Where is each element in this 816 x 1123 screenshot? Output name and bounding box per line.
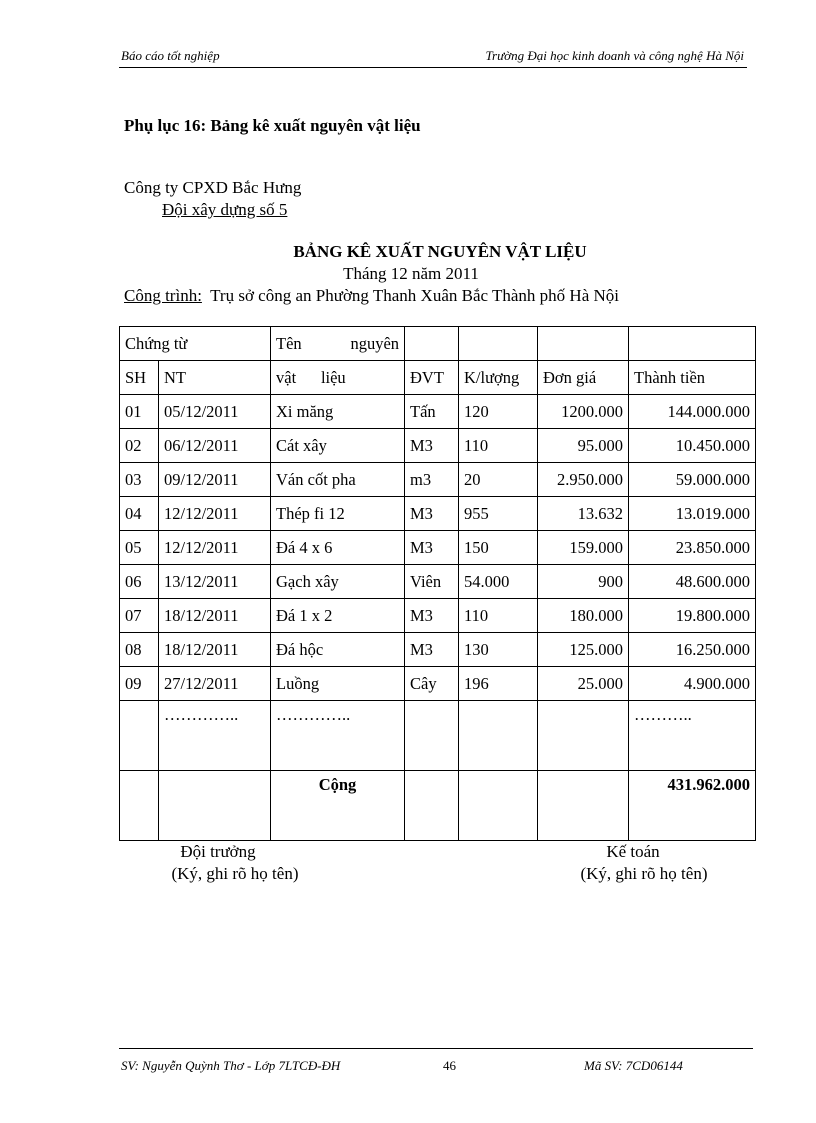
head-of-team-note: (Ký, ghi rõ họ tên) [171, 864, 299, 883]
row-quantity: 120 [459, 395, 538, 429]
col-nt-header: NT [159, 361, 271, 395]
header-left: Báo cáo tốt nghiệp [121, 48, 220, 63]
row-sh: 03 [120, 463, 159, 497]
project-line [124, 286, 619, 306]
row-material-name: Luồng [271, 667, 405, 701]
project-value: Trụ sở công an Phường Thanh Xuân Bắc Thành phố Hà Nội [210, 286, 619, 305]
ellipsis-nt: ………….. [159, 701, 271, 771]
table-row [120, 667, 756, 701]
total-row [120, 771, 756, 841]
ellipsis-name: ………….. [271, 701, 405, 771]
row-unit-price: 125.000 [538, 633, 629, 667]
row-sh: 04 [120, 497, 159, 531]
table-row [120, 633, 756, 667]
row-material-name: Đá 1 x 2 [271, 599, 405, 633]
name-header-a: Tên [276, 333, 302, 353]
accountant-title: Kế toán [606, 842, 660, 861]
row-unit-price: 900 [538, 565, 629, 599]
row-unit: M3 [405, 429, 459, 463]
row-amount: 13.019.000 [629, 497, 756, 531]
row-unit: M3 [405, 599, 459, 633]
row-material-name: Gạch xây [271, 565, 405, 599]
footer-page-number: 46 [443, 1058, 456, 1073]
row-amount: 19.800.000 [629, 599, 756, 633]
col-amount-header: Thành tiền [629, 361, 756, 395]
row-material-name: Đá hộc [271, 633, 405, 667]
row-nt: 27/12/2011 [159, 667, 271, 701]
table-row [120, 497, 756, 531]
row-quantity: 196 [459, 667, 538, 701]
table-row [120, 599, 756, 633]
material-issue-table [119, 326, 756, 841]
total-amount: 431.962.000 [629, 771, 756, 841]
row-amount: 23.850.000 [629, 531, 756, 565]
row-unit-price: 180.000 [538, 599, 629, 633]
appendix-title: Phụ lục 16: Bảng kê xuất nguyên vật liệu [124, 116, 421, 135]
document-title: BẢNG KÊ XUẤT NGUYÊN VẬT LIỆU [293, 242, 587, 261]
row-amount: 48.600.000 [629, 565, 756, 599]
row-unit: m3 [405, 463, 459, 497]
ellipsis-amount: ……….. [629, 701, 756, 771]
row-amount: 59.000.000 [629, 463, 756, 497]
table-header-row-2 [120, 361, 756, 395]
name-header-b: nguyên [350, 333, 400, 353]
row-unit: M3 [405, 497, 459, 531]
row-sh: 01 [120, 395, 159, 429]
header-right: Trường Đại học kinh doanh và công nghệ Hà Nội [485, 48, 744, 63]
row-sh: 02 [120, 429, 159, 463]
table-row [120, 565, 756, 599]
total-label: Cộng [271, 771, 405, 841]
col-price-header: Đơn giá [538, 361, 629, 395]
row-quantity: 130 [459, 633, 538, 667]
row-quantity: 110 [459, 599, 538, 633]
row-quantity: 54.000 [459, 565, 538, 599]
row-quantity: 150 [459, 531, 538, 565]
row-unit: Tấn [405, 395, 459, 429]
col-unit-header: ĐVT [405, 361, 459, 395]
team-name: Đội xây dựng số 5 [162, 200, 288, 219]
row-material-name: Đá 4 x 6 [271, 531, 405, 565]
footer-student: SV: Nguyễn Quỳnh Thơ - Lớp 7LTCĐ-ĐH [121, 1058, 341, 1073]
row-sh: 09 [120, 667, 159, 701]
row-unit-price: 1200.000 [538, 395, 629, 429]
company-name: Công ty CPXD Bắc Hưng [124, 178, 302, 197]
table-row [120, 463, 756, 497]
row-material-name: Thép fi 12 [271, 497, 405, 531]
row-amount: 10.450.000 [629, 429, 756, 463]
row-amount: 4.900.000 [629, 667, 756, 701]
row-sh: 07 [120, 599, 159, 633]
row-nt: 18/12/2011 [159, 599, 271, 633]
table-header-row-1 [120, 327, 756, 361]
header-rule [119, 67, 747, 68]
row-nt: 05/12/2011 [159, 395, 271, 429]
table-row [120, 429, 756, 463]
row-sh: 08 [120, 633, 159, 667]
row-material-name: Xi măng [271, 395, 405, 429]
footer-student-id: Mã SV: 7CD06144 [584, 1058, 683, 1073]
name-header-bottom [271, 361, 405, 395]
row-amount: 16.250.000 [629, 633, 756, 667]
row-unit: Cây [405, 667, 459, 701]
accountant-note: (Ký, ghi rõ họ tên) [580, 864, 708, 883]
row-nt: 12/12/2011 [159, 531, 271, 565]
row-amount: 144.000.000 [629, 395, 756, 429]
row-unit-price: 159.000 [538, 531, 629, 565]
document-month: Tháng 12 năm 2011 [343, 264, 479, 283]
row-nt: 09/12/2011 [159, 463, 271, 497]
row-material-name: Ván cốt pha [271, 463, 405, 497]
row-unit-price: 95.000 [538, 429, 629, 463]
row-quantity: 110 [459, 429, 538, 463]
row-material-name: Cát xây [271, 429, 405, 463]
row-unit: M3 [405, 531, 459, 565]
table-row [120, 395, 756, 429]
row-sh: 06 [120, 565, 159, 599]
row-unit-price: 25.000 [538, 667, 629, 701]
row-unit: Viên [405, 565, 459, 599]
head-of-team-title: Đội trưởng [180, 842, 256, 861]
row-unit-price: 13.632 [538, 497, 629, 531]
row-unit: M3 [405, 633, 459, 667]
col-sh-header: SH [120, 361, 159, 395]
name-header-d: liệu [320, 367, 346, 387]
voucher-group-header: Chứng từ [120, 327, 271, 361]
row-nt: 06/12/2011 [159, 429, 271, 463]
row-nt: 18/12/2011 [159, 633, 271, 667]
row-nt: 12/12/2011 [159, 497, 271, 531]
table-row [120, 531, 756, 565]
row-quantity: 20 [459, 463, 538, 497]
name-header-top [271, 327, 405, 361]
name-header-c: vật [276, 367, 297, 387]
row-unit-price: 2.950.000 [538, 463, 629, 497]
footer-rule [119, 1048, 753, 1049]
row-nt: 13/12/2011 [159, 565, 271, 599]
ellipsis-row [120, 701, 756, 771]
project-label: Công trình: [124, 286, 202, 305]
row-quantity: 955 [459, 497, 538, 531]
col-qty-header: K/lượng [459, 361, 538, 395]
row-sh: 05 [120, 531, 159, 565]
